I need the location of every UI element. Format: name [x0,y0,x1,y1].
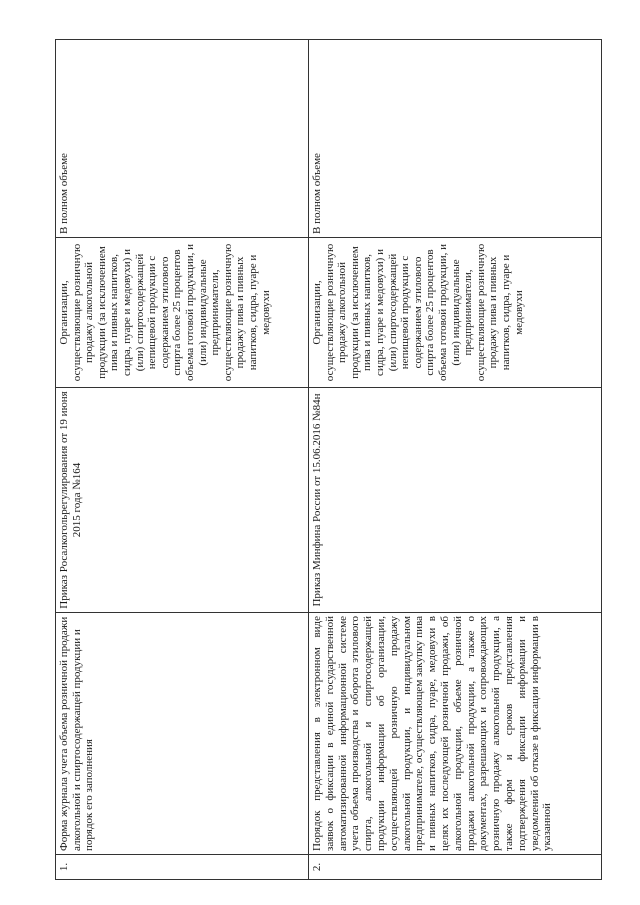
target-organizations: Организации, осуществляющие розничную продажу алкогольной продукции (за исключением пива и пивных напитков, сидра, пуаре и медовухи) и (или) спиртосодержащей непищевой продукции с содержанием этилового спирта более 25 процентов объема готовой продукции, и (или) индивидуальные предприниматели, осуществляющие розничную продажу пива и пивных напитков, сидра, пуаре и медовухи [56,238,309,388]
rotated-page-content [55,40,595,880]
row-number: 1. [56,855,309,880]
table-row [56,40,309,880]
document-title: Форма журнала учета объема розничной продажи алкогольной и спиртосодержащей продукции и порядок его заполнения [56,613,309,855]
target-organizations: Организации, осуществляющие розничную продажу алкогольной продукции (за исключением пива и пивных напитков, сидра, пуаре и медовухи) и (или) спиртосодержащей непищевой продукции с содержанием этилового спирта более 25 процентов объема готовой продукции, и (или) индивидуальные предприниматели, осуществляющие розничную продажу пива и пивных напитков, сидра, пуаре и медовухи [309,238,602,388]
legal-act: Приказ Минфина России от 15.06.2016 №84н [309,388,602,613]
application-scope: В полном объеме [56,40,309,238]
table-row [309,40,602,880]
document-title: Порядок представления в электронном виде заявок о фиксации в единой государственной автоматизированной информационной системе учета объема производства и оборота этилового спирта, алкогольной и спиртосодержащей продукции информации об организации, осуществляющей розничную продажу алкогольной продукции, и индивидуальном предпринимателе, осуществляющем закупку пива и пивных напитков, сидра, пуаре, медовухи в целях их последующей розничной продажи, об алкогольной продукции, объеме розничной продажи алкогольной продукции, а также о документах, разрешающих и сопровождающих розничную продажу алкогольной продукции, а также форм и сроков представления подтверждения фиксации информации и уведомлений об отказе в фиксации информации в указанной [309,613,602,855]
application-scope: В полном объеме [309,40,602,238]
row-number: 2. [309,855,602,880]
regulations-table [55,39,602,880]
legal-act: Приказ Росалкогольрегулирования от 19 июня 2015 года №164 [56,388,309,613]
